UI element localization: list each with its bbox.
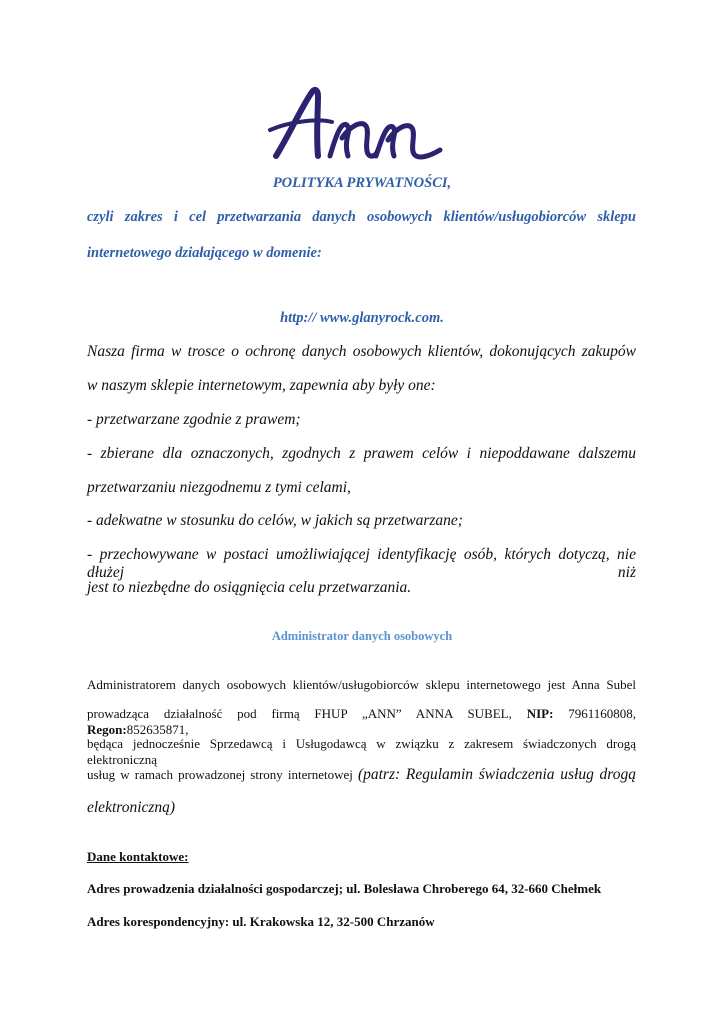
domain-url[interactable]: http:// www.glanyrock.com. bbox=[280, 310, 444, 326]
admin-line-4 bbox=[87, 766, 636, 784]
body-line-6: - adekwatne w stosunku do celów, w jakich są przetwarzane; bbox=[87, 512, 463, 529]
admin-line-5: elektroniczną) bbox=[87, 799, 176, 816]
contact-heading: Dane kontaktowe: bbox=[87, 849, 189, 864]
business-address: Adres prowadzenia działalności gospodarczej; ul. Bolesława Chroberego 64, 32-660 Chełmek bbox=[87, 881, 602, 896]
admin-line-1: Administratorem danych osobowych klientów/usługobiorców sklepu internetowego jest Anna Subel bbox=[87, 677, 636, 692]
intro-line-2: internetowego działającego w domenie: bbox=[87, 245, 322, 261]
page-title: POLITYKA PRYWATNOŚCI, bbox=[272, 175, 452, 191]
nip-label: NIP: bbox=[526, 706, 554, 721]
body-line-4: - zbierane dla oznaczonych, zgodnych z prawem celów i niepoddawane dalszemu bbox=[87, 445, 636, 462]
admin-line-3: będąca jednocześnie Sprzedawcą i Usługodawcą w związku z zakresem świadczonych drogą elektroniczną bbox=[87, 736, 636, 767]
nip-value: 7961160808, bbox=[568, 706, 636, 721]
body-line-7: - przechowywane w postaci umożliwiającej identyfikację osób, których dotyczą, nie dłużej niż bbox=[87, 546, 636, 581]
ann-logo bbox=[268, 82, 458, 166]
body-line-8: jest to niezbędne do osiągnięcia celu przetwarzania. bbox=[87, 579, 412, 596]
body-line-3: - przetwarzane zgodnie z prawem; bbox=[87, 411, 301, 428]
section-title: Administrator danych osobowych bbox=[271, 629, 453, 643]
intro-line-1: czyli zakres i cel przetwarzania danych osobowych klientów/usługobiorców sklepu bbox=[87, 209, 636, 225]
terms-reference: (patrz: Regulamin świadczenia usług drogą bbox=[357, 766, 636, 783]
admin-line-4-text: usług w ramach prowadzonej strony internetowej bbox=[87, 767, 353, 782]
body-line-1: Nasza firma w trosce o ochronę danych osobowych klientów, dokonujących zakupów bbox=[87, 343, 636, 360]
ann-logo-image bbox=[268, 82, 458, 166]
admin-line-2 bbox=[87, 706, 636, 738]
regon-value: 852635871, bbox=[126, 722, 189, 737]
correspondence-address: Adres korespondencyjny: ul. Krakowska 12, 32-500 Chrzanów bbox=[87, 914, 435, 929]
regon-label: Regon: bbox=[87, 722, 127, 737]
admin-line-2-text: prowadząca działalność pod firmą FHUP „ANN” ANNA SUBEL, bbox=[87, 706, 512, 721]
body-line-5: przetwarzaniu niezgodnemu z tymi celami, bbox=[87, 479, 351, 496]
body-line-2: w naszym sklepie internetowym, zapewnia aby były one: bbox=[87, 377, 436, 394]
